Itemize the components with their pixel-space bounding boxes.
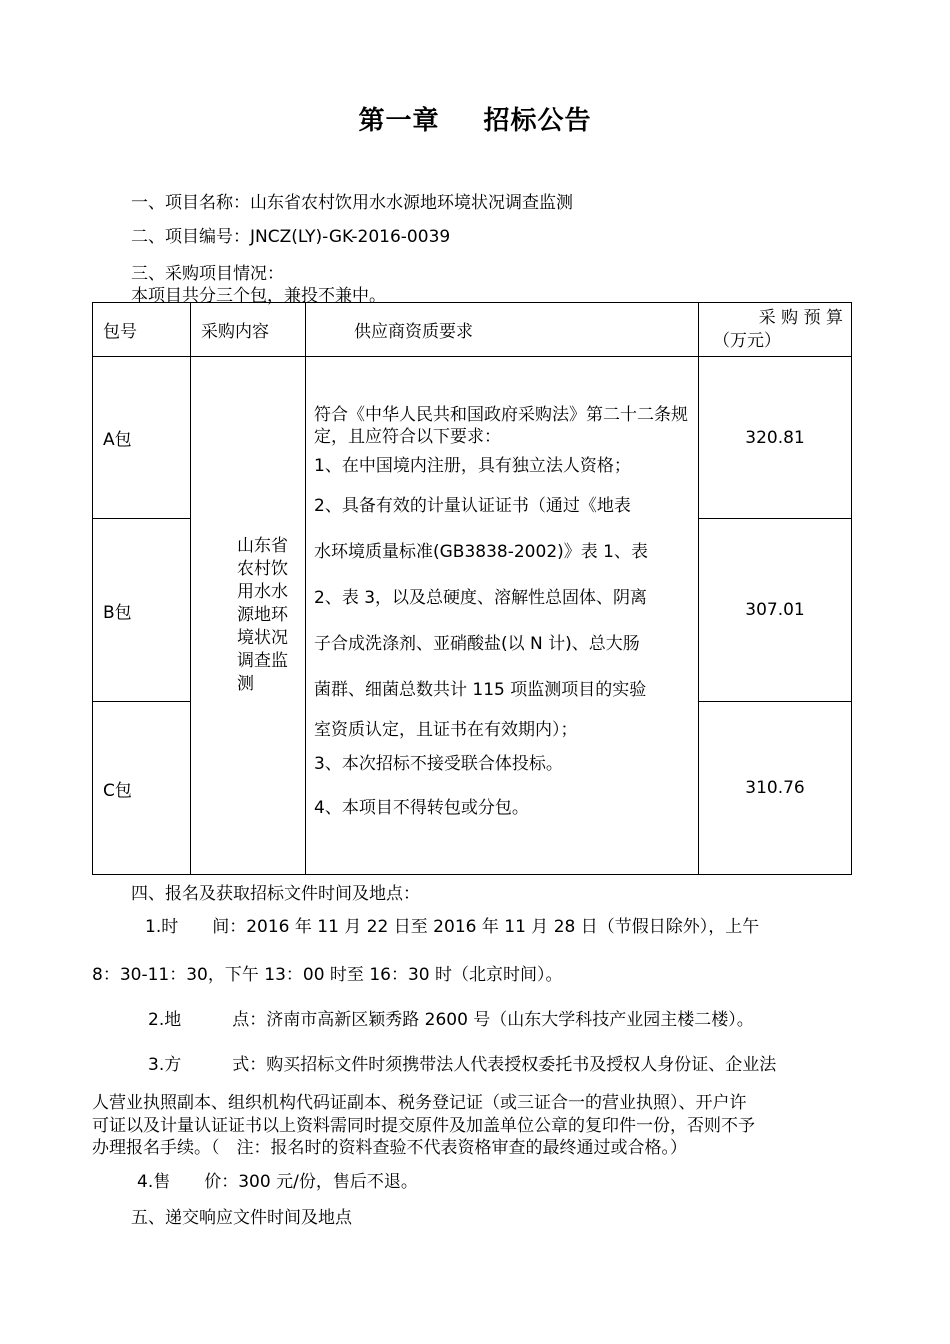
header-package: 包号 bbox=[93, 303, 191, 357]
time-value-1: 2016 年 11 月 22 日至 2016 年 11 月 28 日（节假日除外），上午 bbox=[246, 917, 760, 937]
procurement-content bbox=[191, 357, 306, 875]
req-item-4: 4、本项目不得转包或分包。 bbox=[314, 798, 529, 819]
method-line-4: 办理报名手续。（ 注：报名时的资料查验不代表资格审查的最终通过或合格。） bbox=[92, 1138, 687, 1158]
req-item-2f: 室资质认定，且证书在有效期内）； bbox=[314, 720, 578, 741]
package-b: B包 bbox=[93, 519, 191, 702]
time-line-1 bbox=[145, 912, 759, 937]
package-note: 本项目共分三个包，兼投不兼中。 bbox=[131, 286, 386, 306]
header-requirements: 供应商资质要求 bbox=[306, 303, 699, 357]
req-item-1: 1、在中国境内注册，具有独立法人资格； bbox=[314, 455, 631, 476]
time-label: 1.时 间： bbox=[145, 917, 247, 937]
budget-c: 310.76 bbox=[699, 702, 852, 875]
procurement-table bbox=[92, 302, 852, 875]
table-row bbox=[93, 357, 852, 519]
header-budget bbox=[699, 303, 852, 357]
req-intro: 符合《中华人民共和国政府采购法》第二十二条规定，且应符合以下要求： bbox=[314, 404, 688, 447]
price-label: 4.售 价： bbox=[137, 1172, 239, 1192]
method-label: 3.方 式： bbox=[148, 1055, 267, 1075]
page-title bbox=[0, 100, 950, 137]
time-line-2: 8：30-11：30，下午 13：00 时至 16：30 时（北京时间）。 bbox=[92, 965, 563, 985]
req-item-2e: 菌群、细菌总数共计 115 项监测项目的实验 bbox=[314, 680, 647, 701]
req-item-2c: 2、表 3，以及总硬度、溶解性总固体、阴离 bbox=[314, 588, 648, 609]
package-a: A包 bbox=[93, 357, 191, 519]
budget-a: 320.81 bbox=[699, 357, 852, 519]
req-item-2d: 子合成洗涤剂、亚硝酸盐(以 N 计)、总大肠 bbox=[314, 634, 640, 655]
package-c: C包 bbox=[93, 702, 191, 875]
procurement-heading: 三、采购项目情况： bbox=[131, 264, 284, 284]
req-item-3: 3、本次招标不接受联合体投标。 bbox=[314, 754, 563, 775]
place-line bbox=[148, 1005, 754, 1030]
chapter-label: 第一章 bbox=[358, 106, 440, 136]
section4-heading: 四、报名及获取招标文件时间及地点： bbox=[131, 884, 420, 904]
price-line bbox=[137, 1167, 418, 1192]
project-name: 一、项目名称：山东省农村饮用水水源地环境状况调查监测 bbox=[131, 193, 573, 213]
price-value: 300 元/份，售后不退。 bbox=[238, 1172, 418, 1192]
supplier-requirements bbox=[306, 357, 699, 875]
table-header-row bbox=[93, 303, 852, 357]
project-number: 二、项目编号：JNCZ(LY)-GK-2016-0039 bbox=[131, 227, 451, 247]
header-budget-line1: 采 购 预 算 bbox=[758, 308, 843, 329]
procurement-content-text: 山东省农村饮用水水源地环境状况调查监测 bbox=[237, 536, 288, 694]
header-budget-line2: （万元） bbox=[713, 330, 781, 351]
place-label: 2.地 点： bbox=[148, 1010, 267, 1030]
method-line-2: 人营业执照副本、组织机构代码证副本、税务登记证（或三证合一的营业执照）、开户许 bbox=[92, 1093, 747, 1113]
chapter-heading: 招标公告 bbox=[483, 106, 592, 136]
header-content: 采购内容 bbox=[191, 303, 306, 357]
place-value: 济南市高新区颖秀路 2600 号（山东大学科技产业园主楼二楼）。 bbox=[266, 1010, 754, 1030]
method-line-3: 可证以及计量认证证书以上资料需同时提交原件及加盖单位公章的复印件一份，否则不予 bbox=[92, 1116, 755, 1136]
budget-b: 307.01 bbox=[699, 519, 852, 702]
req-item-2a: 2、具备有效的计量认证证书（通过《地表 bbox=[314, 496, 631, 517]
method-value-1: 购买招标文件时须携带法人代表授权委托书及授权人身份证、企业法 bbox=[266, 1055, 777, 1075]
req-item-2b: 水环境质量标准(GB3838-2002)》表 1、表 bbox=[314, 542, 648, 563]
method-line-1 bbox=[148, 1050, 776, 1075]
section5-heading: 五、递交响应文件时间及地点 bbox=[131, 1208, 352, 1228]
